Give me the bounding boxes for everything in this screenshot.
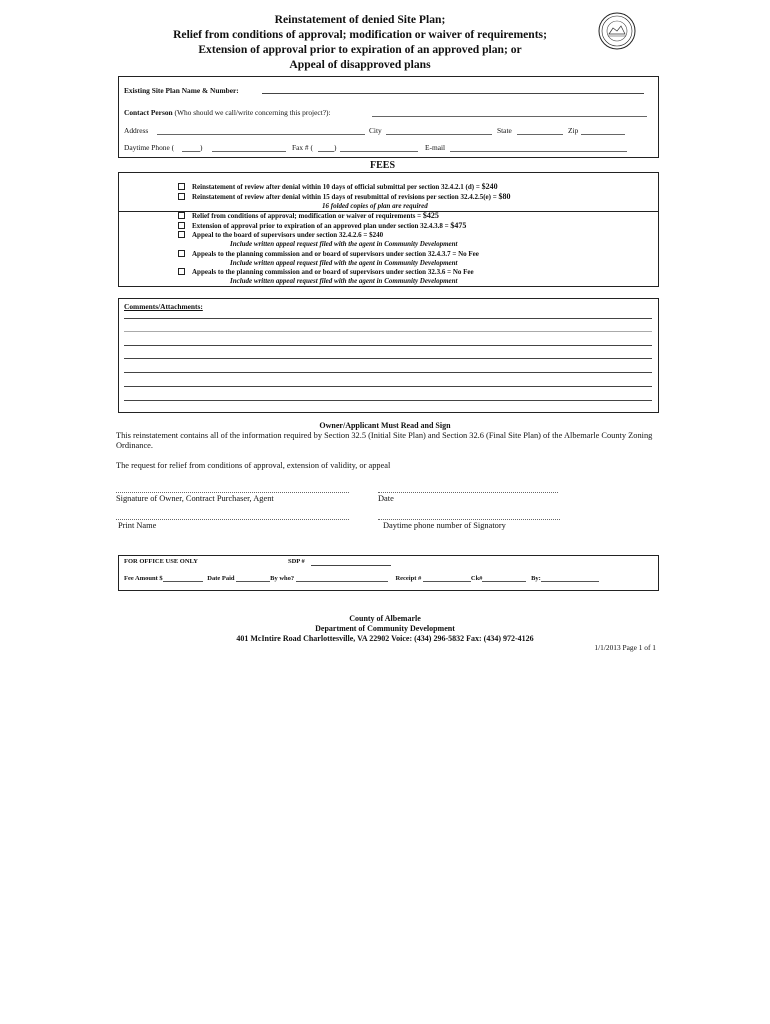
checkbox-icon[interactable] xyxy=(178,193,185,200)
phone-label: Daytime Phone ( xyxy=(124,143,175,152)
fax-label: Fax # ( xyxy=(292,143,313,152)
fee-item-extension-approval[interactable]: Extension of approval prior to expiration of an approved plan under section 32.4.3.8 = $475 xyxy=(178,221,466,230)
date-paid-field[interactable] xyxy=(236,573,270,582)
note-appeal-request-1: Include written appeal request filed with the agent in Community Development xyxy=(230,240,458,248)
fee-item-relief-conditions[interactable]: Relief from conditions of approval; modification or waiver of requirements = $425 xyxy=(178,211,439,220)
fax-area-code-field[interactable] xyxy=(318,142,337,152)
by-who-field[interactable] xyxy=(296,573,388,582)
print-name-field[interactable] xyxy=(116,519,349,520)
county-seal-icon xyxy=(598,12,636,50)
department-address: 401 McIntire Road Charlottesville, VA 22902 Voice: (434) 296-5832 Fax: (434) 972-4126 xyxy=(236,634,534,643)
print-name-label: Print Name xyxy=(118,521,157,530)
owner-heading: Owner/Applicant Must Read and Sign xyxy=(319,421,451,430)
comment-line[interactable] xyxy=(124,400,652,401)
contact-person-hint: (Who should we call/write concerning this project?): xyxy=(174,108,331,117)
note-appeal-request-3: Include written appeal request filed with the agent in Community Development xyxy=(230,277,458,285)
footer xyxy=(100,614,670,644)
date-field[interactable] xyxy=(378,492,558,493)
fee-item-appeal-32-4-3-7[interactable]: Appeals to the planning commission and or board of supervisors under section 32.4.3.7 = No Fee xyxy=(178,250,479,258)
fee-item-appeal-32-3-6[interactable]: Appeals to the planning commission and or board of supervisors under section 32.3.6 = No Fee xyxy=(178,268,474,276)
title-line-3: Extension of approval prior to expiration of an approved plan; or xyxy=(198,43,522,56)
form-title xyxy=(100,12,620,72)
fees-heading: FEES xyxy=(370,160,396,171)
sdp-label: SDP # xyxy=(288,558,305,565)
comment-line[interactable] xyxy=(124,331,652,332)
signature-label: Signature of Owner, Contract Purchaser, Agent xyxy=(116,494,274,503)
city-field[interactable] xyxy=(386,125,492,135)
phone-number-field[interactable] xyxy=(212,142,286,152)
fee-amount-label: Fee Amount $ xyxy=(124,575,163,582)
by-field[interactable] xyxy=(541,573,599,582)
signatory-phone-label: Daytime phone number of Signatory xyxy=(383,521,506,530)
fee-item-reinstatement-15-days[interactable]: Reinstatement of review after denial within 15 days of resubmittal of revisions per section 32.4.2.5(e) = $80 xyxy=(178,192,510,201)
fee-item-appeal-board[interactable]: Appeal to the board of supervisors under section 32.4.2.6 = $240 xyxy=(178,231,383,239)
comment-line[interactable] xyxy=(124,345,652,346)
checkbox-icon[interactable] xyxy=(178,268,185,275)
sdp-field[interactable] xyxy=(311,559,391,566)
email-label: E-mail xyxy=(425,143,446,152)
phone-area-code-field[interactable] xyxy=(182,142,203,152)
title-line-4: Appeal of disapproved plans xyxy=(289,58,431,71)
zip-label: Zip xyxy=(568,126,579,135)
checkbox-icon[interactable] xyxy=(178,222,185,229)
comment-line[interactable] xyxy=(124,358,652,359)
state-field[interactable] xyxy=(517,125,563,135)
by-who-label: By who? xyxy=(270,575,295,582)
fee-amount-field[interactable] xyxy=(163,573,203,582)
date-label: Date xyxy=(378,494,394,503)
title-line-2: Relief from conditions of approval; modification or waiver of requirements; xyxy=(173,28,547,41)
address-label: Address xyxy=(124,126,149,135)
title-line-1: Reinstatement of denied Site Plan; xyxy=(274,13,446,26)
email-field[interactable] xyxy=(450,142,627,152)
date-paid-label: Date Paid xyxy=(207,575,235,582)
office-use-heading: FOR OFFICE USE ONLY xyxy=(124,558,198,565)
comment-line[interactable] xyxy=(124,372,652,373)
request-statement: The request for relief from conditions of approval, extension of validity, or appeal xyxy=(116,461,391,470)
checkbox-icon[interactable] xyxy=(178,212,185,219)
fee-item-reinstatement-10-days[interactable]: Reinstatement of review after denial within 10 days of official submittal per section 32.4.2.1 (d) = $240 xyxy=(178,182,498,191)
fax-paren-close: ) xyxy=(334,143,337,152)
checkbox-icon[interactable] xyxy=(178,231,185,238)
department-name: Department of Community Development xyxy=(315,624,455,633)
receipt-label: Receipt # xyxy=(395,575,422,582)
page-number: 1/1/2013 Page 1 of 1 xyxy=(594,643,656,652)
checkbox-icon[interactable] xyxy=(178,250,185,257)
by-label: By: xyxy=(531,575,541,582)
contact-person-row xyxy=(124,108,331,117)
owner-statement: This reinstatement contains all of the information required by Section 32.5 (Initial Site Plan) and Section 32.6 (Final Site Plan) of the Albemarle County Zoning Ordinance. xyxy=(116,431,653,450)
comment-line[interactable] xyxy=(124,318,652,319)
ck-label: Ck# xyxy=(470,575,483,582)
site-plan-name-label: Existing Site Plan Name & Number: xyxy=(124,86,239,95)
address-field[interactable] xyxy=(157,125,365,135)
site-plan-name-field[interactable] xyxy=(262,84,644,94)
county-name: County of Albemarle xyxy=(349,614,421,623)
signature-field[interactable] xyxy=(116,492,349,493)
ck-field[interactable] xyxy=(482,573,526,582)
checkbox-icon[interactable] xyxy=(178,183,185,190)
receipt-field[interactable] xyxy=(423,573,471,582)
state-label: State xyxy=(497,126,512,135)
contact-person-field[interactable] xyxy=(372,107,647,117)
note-appeal-request-2: Include written appeal request filed with the agent in Community Development xyxy=(230,259,458,267)
zip-field[interactable] xyxy=(581,125,625,135)
comment-line[interactable] xyxy=(124,386,652,387)
city-label: City xyxy=(369,126,382,135)
note-folded-copies: 16 folded copies of plan are required xyxy=(322,202,428,210)
fax-number-field[interactable] xyxy=(340,142,418,152)
phone-paren-close: ) xyxy=(200,143,203,152)
comments-section xyxy=(118,298,659,413)
office-use-row xyxy=(124,573,599,582)
comments-label: Comments/Attachments: xyxy=(124,302,203,311)
contact-person-label: Contact Person xyxy=(124,108,173,117)
signatory-phone-field[interactable] xyxy=(378,519,560,520)
